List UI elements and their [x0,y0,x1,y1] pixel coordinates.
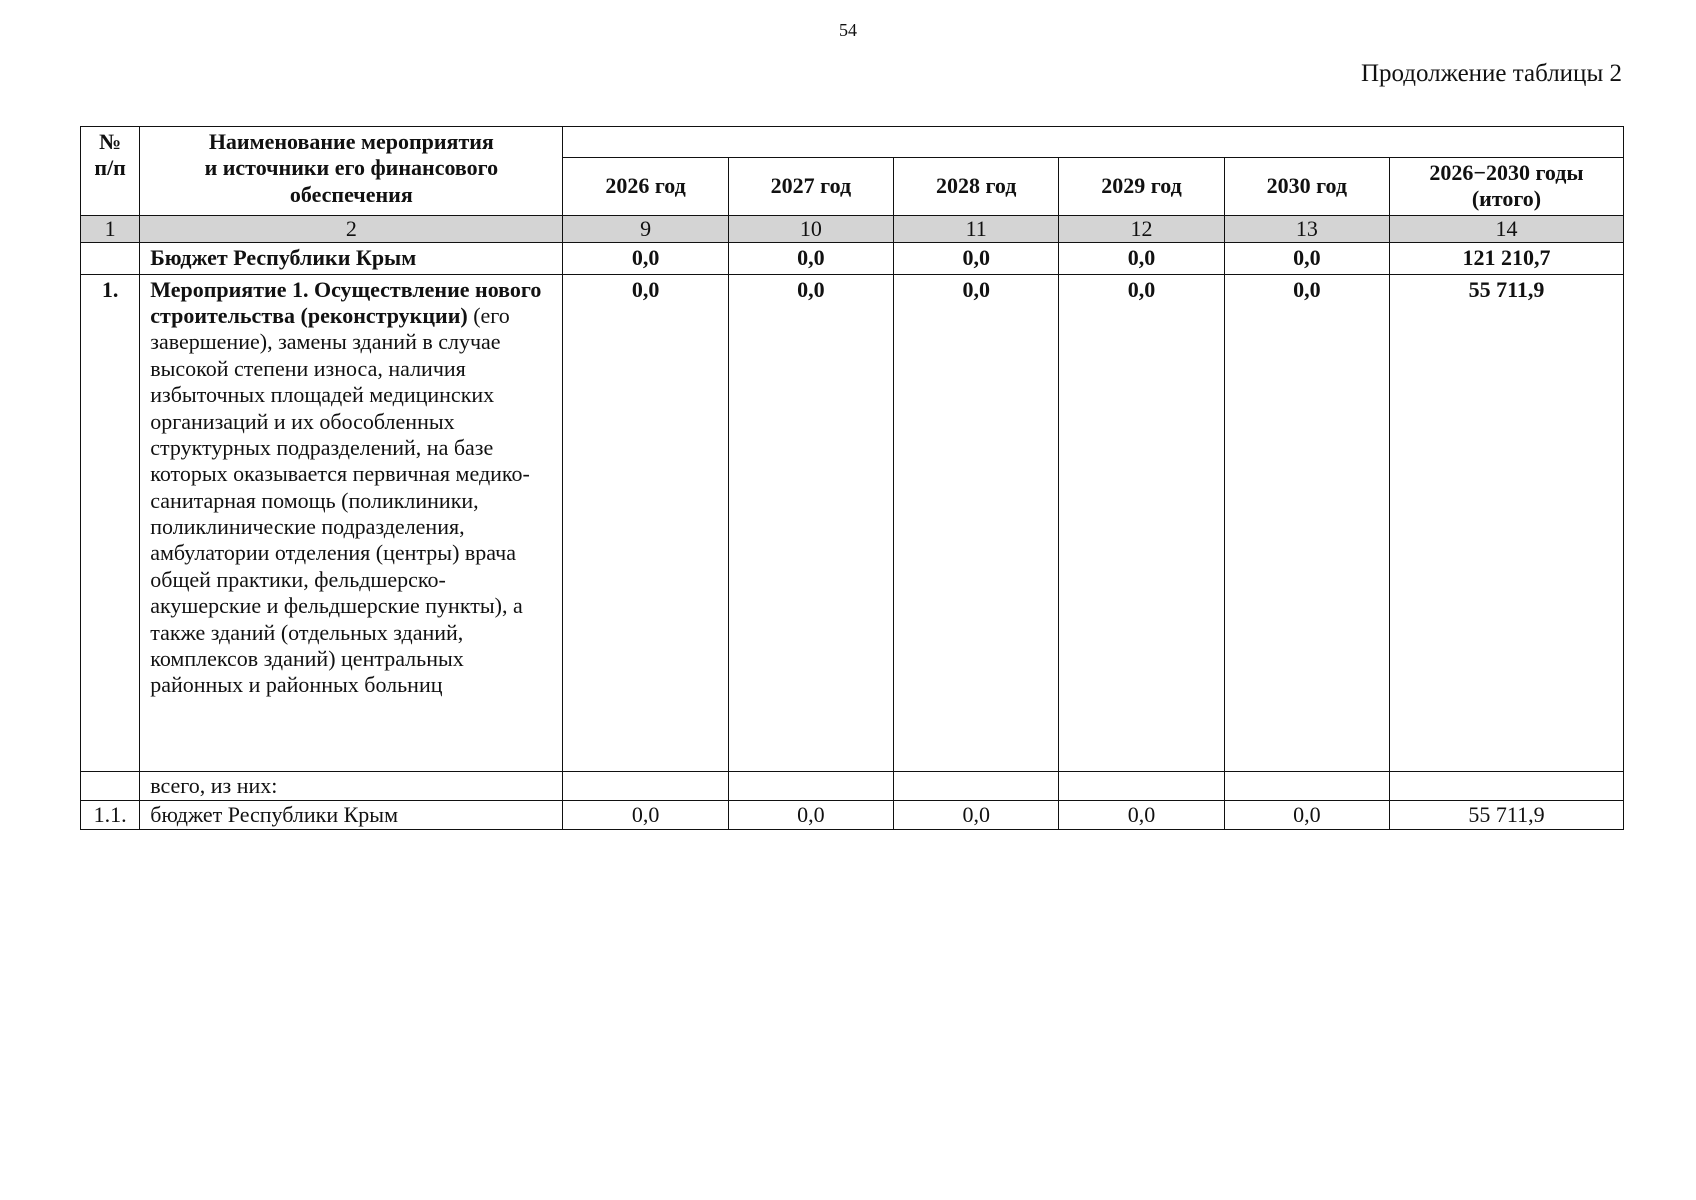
row-total [1389,771,1623,800]
row-total: 121 210,7 [1389,243,1623,274]
table-continuation-caption: Продолжение таблицы 2 [1360,60,1622,87]
row-name [140,274,563,771]
row-value: 0,0 [1224,800,1389,829]
header-year-2027: 2027 год [728,158,893,216]
table-header-row [81,127,1624,158]
row-value: 0,0 [728,800,893,829]
header-year-2029: 2029 год [1059,158,1224,216]
row-value: 0,0 [1059,243,1224,274]
page-number: 54 [839,20,857,40]
row-name: всего, из них: [140,771,563,800]
row-num: 1.1. [81,800,140,829]
column-number: 14 [1389,215,1623,242]
row-value [728,771,893,800]
row-value: 0,0 [894,243,1059,274]
column-number: 12 [1059,215,1224,242]
row-value: 0,0 [728,274,893,771]
row-value: 0,0 [563,243,728,274]
column-number: 2 [140,215,563,242]
table-row-total-label [81,771,1624,800]
row-num [81,243,140,274]
column-number: 9 [563,215,728,242]
header-year-2030: 2030 год [1224,158,1389,216]
column-number: 13 [1224,215,1389,242]
row-value: 0,0 [1059,800,1224,829]
row-value: 0,0 [563,274,728,771]
row-value: 0,0 [1059,274,1224,771]
budget-table [80,126,1624,830]
measure-description: (его завершение), замены зданий в случае высокой степени износа, наличия избыточных площадей медицинских организаций и их обособленных структурных подразделений, на базе которых оказывается первичная медико-санитарная помощь (поликлиники, поликлинические подразделения, амбулатории отделения (центры) врача общей практики, фельдшерско-акушерские и фельдшерские пункты), а также зданий (отдельных зданий, комплексов зданий) центральных районных и районных больниц [150,302,530,698]
column-number: 1 [81,215,140,242]
row-total: 55 711,9 [1389,800,1623,829]
header-year-2026: 2026 год [563,158,728,216]
row-num [81,771,140,800]
column-numbers-row [81,215,1624,242]
column-number: 11 [894,215,1059,242]
row-value [563,771,728,800]
header-years-group [563,127,1624,158]
column-number: 10 [728,215,893,242]
row-value: 0,0 [1224,243,1389,274]
row-name: бюджет Республики Крым [140,800,563,829]
table-row-measure-1 [81,274,1624,771]
row-value [1224,771,1389,800]
header-total: 2026−2030 годы (итого) [1389,158,1623,216]
header-year-2028: 2028 год [894,158,1059,216]
row-value [1059,771,1224,800]
row-value [894,771,1059,800]
header-name: Наименование мероприятия и источники его финансового обеспечения [140,127,563,216]
row-value: 0,0 [563,800,728,829]
row-value: 0,0 [894,274,1059,771]
table-row-1-1 [81,800,1624,829]
table-row-budget-total [81,243,1624,274]
row-num: 1. [81,274,140,771]
row-name: Бюджет Республики Крым [140,243,563,274]
header-num: № п/п [81,127,140,216]
row-value: 0,0 [894,800,1059,829]
measure-title: Мероприятие 1. Осуществление нового строительства (реконструкции) [150,276,542,328]
row-value: 0,0 [1224,274,1389,771]
row-value: 0,0 [728,243,893,274]
row-total: 55 711,9 [1389,274,1623,771]
